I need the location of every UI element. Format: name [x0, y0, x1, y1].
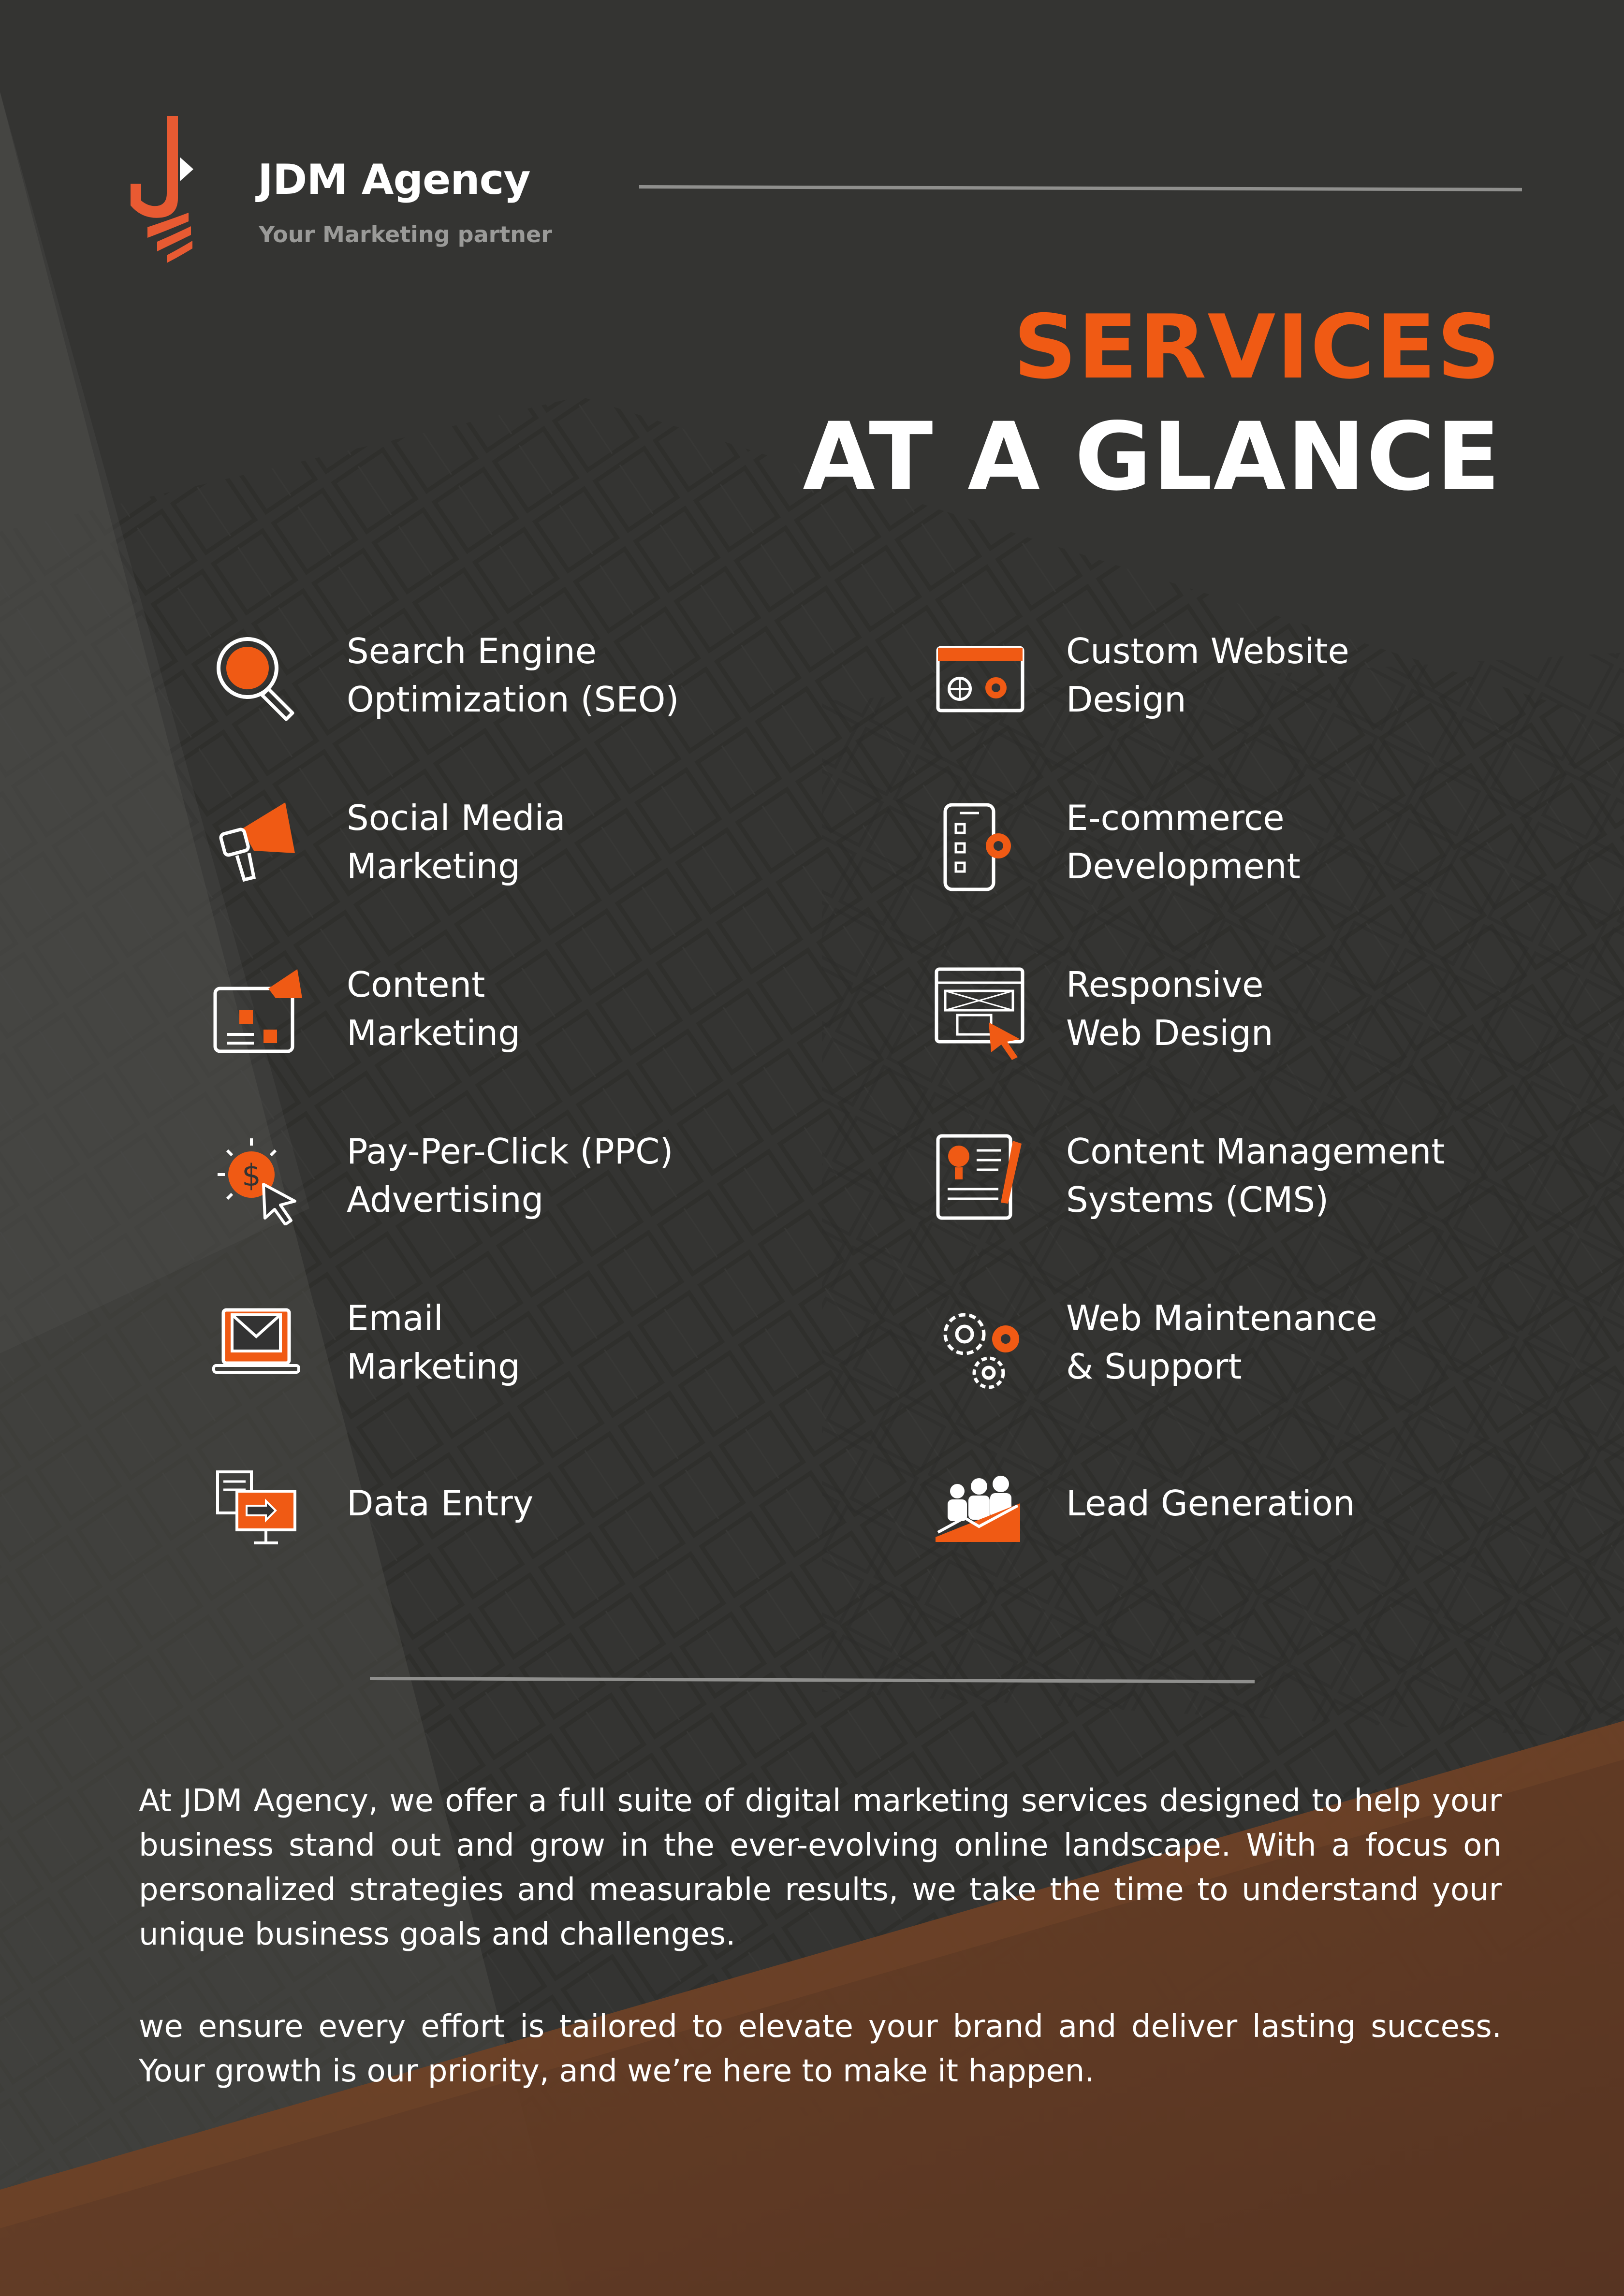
service-label-line1: Web Maintenance [1066, 1298, 1377, 1338]
jdm-logo-mark [121, 111, 193, 266]
service-label-line2: Marketing [347, 1013, 520, 1053]
service-label-line1: Pay-Per-Click (PPC) [347, 1131, 673, 1172]
service-label-line1: Email [347, 1298, 443, 1338]
service-label-line1: Content Management [1066, 1131, 1445, 1172]
svg-text:$: $ [242, 1158, 261, 1193]
megaphone-icon [208, 795, 305, 892]
magnifier-icon [208, 628, 305, 725]
service-label-line1: Lead Generation [1066, 1483, 1355, 1524]
service-label-line1: Social Media [347, 798, 566, 838]
content-board-icon [208, 962, 305, 1059]
gears-icon [931, 1298, 1027, 1395]
service-label-line2: & Support [1066, 1346, 1242, 1387]
service-label-line1: Responsive [1066, 964, 1264, 1005]
wireframe-cursor-icon [931, 964, 1027, 1061]
service-label-line2: Marketing [347, 1346, 520, 1387]
data-entry-icon [208, 1460, 305, 1556]
service-label-line2: Systems (CMS) [1066, 1179, 1329, 1220]
service-label-line2: Development [1066, 846, 1301, 886]
service-label-line1: Search Engine [347, 631, 597, 671]
page-title-services: SERVICES [1013, 296, 1501, 398]
team-growth-icon [931, 1460, 1027, 1556]
laptop-mail-icon [208, 1295, 305, 1392]
description-paragraph-1: At JDM Agency, we offer a full suite of digital marketing services designed to help your business stand out and grow in the ever-evolving online landscape. With a focus on personalized strategies and measurable results, we take the time to understand your unique business goals and challenges. [139, 1783, 1502, 1952]
service-label-line2: Design [1066, 679, 1186, 720]
service-label-line1: Data Entry [347, 1483, 534, 1524]
service-label-line1: Custom Website [1066, 631, 1349, 671]
browser-gear-icon [931, 631, 1027, 727]
brand-tagline: Your Marketing partner [259, 221, 552, 247]
service-label-line2: Web Design [1066, 1013, 1273, 1053]
dollar-click-icon [208, 1129, 305, 1225]
document-pen-icon [931, 1131, 1027, 1228]
page-title-at-a-glance: AT A GLANCE [803, 402, 1501, 511]
service-label-line2: Advertising [347, 1179, 544, 1220]
service-label-line1: E-commerce [1066, 798, 1285, 838]
service-label-line1: Content [347, 964, 485, 1005]
service-label-line2: Marketing [347, 846, 520, 886]
service-label-line2: Optimization (SEO) [347, 679, 679, 720]
phone-gear-icon [931, 798, 1027, 894]
description-paragraph-2: we ensure every effort is tailored to elevate your brand and deliver lasting success. Your growth is our priority, and we’re here to make it happen. [139, 2009, 1502, 2089]
brand-name: JDM Agency [258, 156, 530, 204]
